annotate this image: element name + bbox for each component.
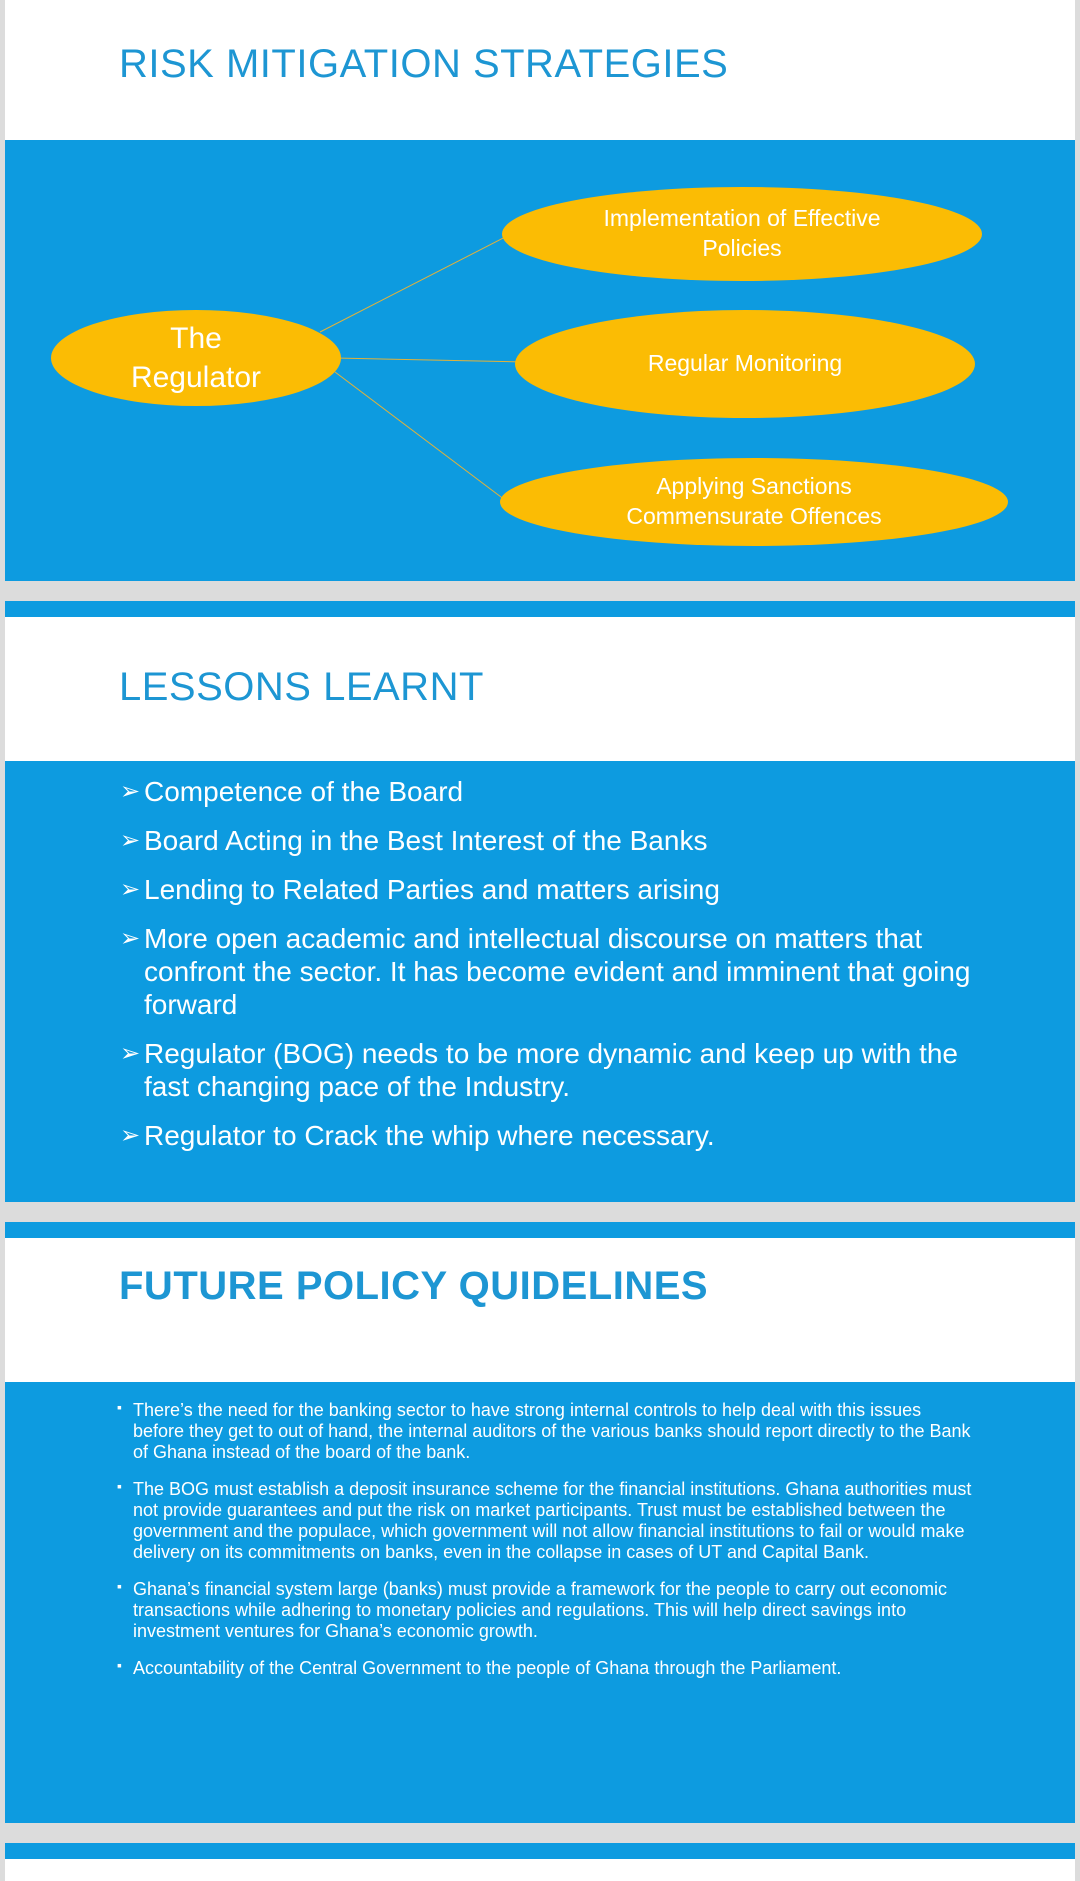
diagram-node-policies xyxy=(502,187,982,281)
arrow-bullet-icon: ➢ xyxy=(120,876,141,903)
connector-line xyxy=(335,358,525,362)
node-label: Commensurate Offences xyxy=(626,503,882,529)
node-label: Implementation of Effective xyxy=(603,205,881,232)
list-item: ▪ Accountability of the Central Government to the people of Ghana through the Parliament. xyxy=(117,1657,842,1678)
list-item: ▪ Ghana’s financial system large (banks) must provide a framework for the people to carry out economic transactions while adhering to monetary policies and regulations. This will help direct savings into investment ventures for Ghana’s economic growth. xyxy=(117,1578,948,1641)
content-panel xyxy=(5,140,1075,581)
arrow-bullet-icon: ➢ xyxy=(120,1040,141,1067)
connector-line xyxy=(335,372,505,500)
top-accent-bar xyxy=(5,1222,1075,1238)
connector-line xyxy=(320,232,515,332)
diagram-node-sanctions xyxy=(500,458,1008,546)
list-item: ▪ The BOG must establish a deposit insurance scheme for the financial institutions. Ghana authorities must not provide guarantees and put the risk on market participants. Trust must be established between the government and the populace, which government will not allow financial institutions to fail or would make delivery on its commitments on banks, even in the collapse in cases of UT and Capital Bank. xyxy=(117,1478,972,1562)
bullet-icon: ▪ xyxy=(117,1657,122,1673)
node-label: Regulator xyxy=(130,361,262,394)
content-panel xyxy=(5,1382,1075,1823)
slide-lessons-learnt xyxy=(5,601,1075,1202)
list-item: ➢ Regulator to Crack the whip where necessary. xyxy=(120,1120,715,1151)
slide-next-partial xyxy=(5,1843,1075,1881)
top-accent-bar xyxy=(5,1843,1075,1859)
diagram-node-monitoring xyxy=(515,310,975,418)
list-item: ➢ Lending to Related Parties and matters arising xyxy=(120,874,720,905)
slide-risk-mitigation xyxy=(5,0,1075,581)
top-accent-bar xyxy=(5,601,1075,617)
diagram-node-root xyxy=(51,310,341,406)
node-label: Regular Monitoring xyxy=(647,350,843,377)
bullet-icon: ▪ xyxy=(117,1478,122,1494)
list-item: ▪ There’s the need for the banking sector to have strong internal controls to help deal with this issues before they get to out of hand, the internal auditors of the various banks should report directly to the Bank of Ghana instead of the board of the bank. xyxy=(117,1399,971,1462)
arrow-bullet-icon: ➢ xyxy=(120,1122,141,1149)
list-item: ➢ More open academic and intellectual discourse on matters that confront the sector. It has become evident and imminent that going forward xyxy=(120,923,971,1020)
bullet-icon: ▪ xyxy=(117,1399,122,1415)
policy-list xyxy=(117,1400,977,1695)
slide-title: LESSONS LEARNT xyxy=(119,665,484,709)
list-item: ➢ Competence of the Board xyxy=(120,776,464,807)
list-item: ➢ Regulator (BOG) needs to be more dynamic and keep up with the fast changing pace of the Industry. xyxy=(120,1038,958,1102)
arrow-bullet-icon: ➢ xyxy=(120,778,141,805)
node-label: The xyxy=(170,322,222,355)
arrow-bullet-icon: ➢ xyxy=(120,925,141,952)
slide-future-policy xyxy=(5,1222,1075,1823)
node-label: Policies xyxy=(702,235,782,261)
slide-title: RISK MITIGATION STRATEGIES xyxy=(119,42,729,86)
content-panel xyxy=(5,761,1075,1202)
bullet-icon: ▪ xyxy=(117,1578,122,1594)
node-label: Applying Sanctions xyxy=(656,473,852,500)
list-item: ➢ Board Acting in the Best Interest of the Banks xyxy=(120,825,708,856)
lessons-list xyxy=(120,775,1000,1168)
arrow-bullet-icon: ➢ xyxy=(120,827,141,854)
slide-title: FUTURE POLICY QUIDELINES xyxy=(119,1264,709,1308)
